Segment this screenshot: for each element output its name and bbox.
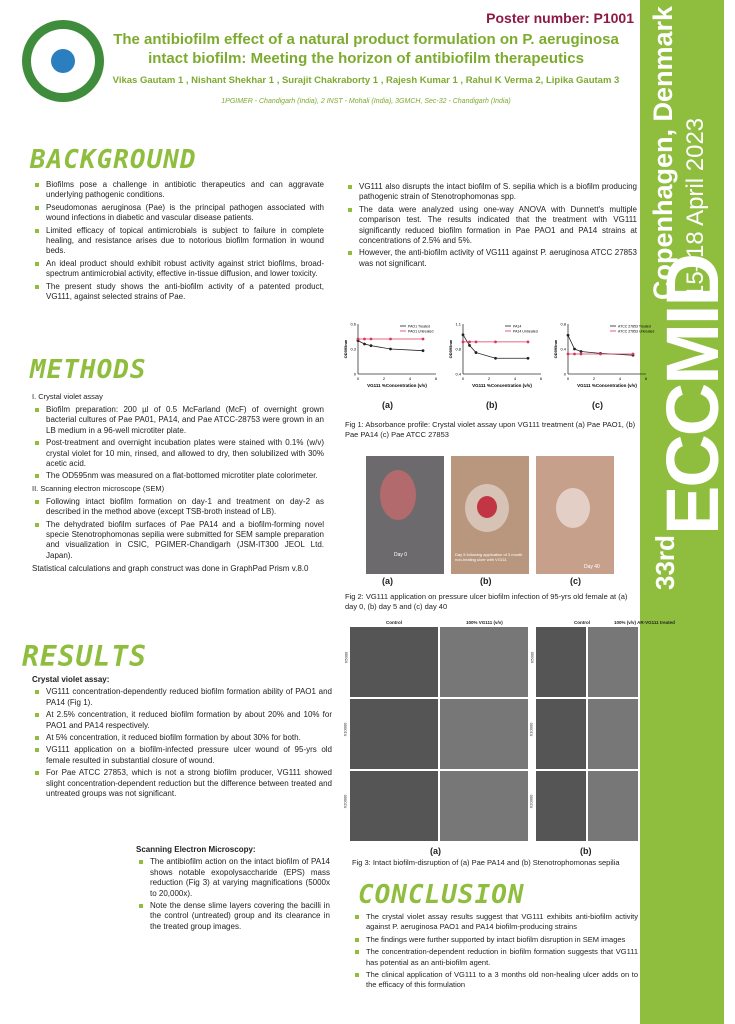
chart-0 — [343, 322, 438, 389]
findings-item: The data were analyzed using one-way ANOVA with Dunnett's multiple comparison test. The results indicated that the treatment with VG111 significantly reduced biofilm formation in Pae PAO1 and PA14 strains at concentrations of 2.5% and 5%. — [359, 204, 637, 246]
y-axis-label: OD595nm — [553, 339, 558, 359]
sem-b-treated-5000 — [588, 627, 638, 697]
background-item: Biofilms pose a challenge in antibiotic therapeutics and can aggravate underlying pathogenic conditions. — [46, 180, 324, 200]
fig2-label-c: (c) — [570, 576, 581, 586]
x-tick-label: 4 — [408, 376, 412, 381]
y-tick-label: 0.8 — [455, 346, 461, 352]
data-point — [370, 344, 373, 347]
x-tick-label: 6 — [434, 376, 438, 381]
sem-b-control-5000 — [536, 627, 586, 697]
results-sub-sem: Scanning Electron Microscopy: — [136, 845, 256, 854]
sem-b-control-20000 — [536, 771, 586, 841]
y-axis-label: OD595nm — [343, 339, 348, 359]
fig3a-header-control: Control — [386, 620, 402, 625]
sem-a-control-5000 — [350, 627, 438, 697]
data-point — [573, 353, 576, 356]
data-point — [567, 334, 570, 337]
results-section — [32, 675, 332, 801]
x-tick-label: 0 — [566, 376, 570, 381]
x-tick-label: 4 — [618, 376, 622, 381]
conference-sidebar — [640, 0, 734, 1024]
conclusion-heading: CONCLUSION — [358, 880, 525, 910]
x-tick-label: 0 — [461, 376, 465, 381]
data-point — [527, 357, 530, 360]
fig3-label-a: (a) — [430, 846, 441, 856]
data-point — [363, 338, 366, 341]
findings-section — [345, 182, 637, 271]
conclusion-item: The findings were further supported by intact biofilm disruption in SEM images — [366, 935, 638, 945]
results-crystal-item: VG111 concentration-dependently reduced biofilm formation ability of PAO1 and PA14 (Fig 1). — [46, 687, 332, 707]
x-tick-label: 6 — [644, 376, 648, 381]
wound-photo-day0 — [366, 456, 444, 574]
data-point — [580, 353, 583, 356]
background-heading: BACKGROUND — [30, 145, 197, 175]
y-axis-label: OD595nm — [448, 339, 453, 359]
data-point — [527, 340, 530, 343]
data-point — [567, 353, 570, 356]
x-axis-label: VG111 %Concentration (v/v) — [472, 383, 532, 388]
data-point — [494, 357, 497, 360]
y-tick-label: 0 — [353, 371, 356, 377]
methods-sub-sem: II. Scanning electron microscope (SEM) — [32, 483, 165, 493]
wound-photo-day5 — [451, 456, 529, 574]
background-item: An ideal product should exhibit robust activity against strict biofilms, broad-spectrum antimicrobial activity, effective in-tissue diffusion, and lower toxicity. — [46, 258, 324, 279]
series-line — [463, 335, 528, 359]
conclusion-item: The concentration-dependent reduction in biofilm formation suggests that VG111 has potential as an anti-biofilm agent. — [366, 947, 638, 967]
data-point — [573, 348, 576, 351]
data-point — [389, 338, 392, 341]
fig3a-grid — [340, 627, 530, 843]
data-point — [389, 348, 392, 351]
sem-b-treated-20000 — [588, 771, 638, 841]
photo-text-day40: Day 40 — [584, 564, 600, 570]
title-line-2: intact biofilm: Meeting the horizon of antibiofilm therapeutics — [148, 50, 584, 67]
methods-crystal-item: Post-treatment and overnight incubation plates were stained with 0.1% (w/v) crystal violet for 10 min, rinsed, and allowed to dry, then solubilized with 30% acetic acid. — [46, 438, 324, 469]
sem-b-row-5000: X5000 — [529, 651, 535, 664]
legend-entry: ATCC 27853 Untreated — [618, 329, 655, 334]
y-tick-label: 0.3 — [350, 346, 356, 352]
photo-text-day5: Day 5 following application of 3 month non-healing ulcer with VG111 — [455, 552, 523, 562]
legend-entry: PA14 — [513, 324, 522, 329]
fig1-caption: Fig 1: Absorbance profile: Crystal violet assay upon VG111 treatment (a) Pae PAO1, (b) Pae PA14 (c) Pae ATCC 27853 — [345, 420, 636, 439]
results-sub-crystal-violet: Crystal violet assay: — [32, 675, 110, 684]
legend-entry: PAO1 Treated — [408, 324, 430, 329]
conclusion-section — [352, 912, 638, 993]
results-sem-item: Note the dense slime layers covering the bacilli in the control (untreated) group and its clearance in the treated group images. — [150, 901, 330, 931]
methods-sub-crystal-violet: I. Crystal violet assay — [32, 392, 103, 401]
fig2-label-a: (a) — [382, 576, 393, 586]
poster-number: Poster number: P1001 — [486, 10, 634, 26]
methods-sem-item: The dehydrated biofilm surfaces of Pae PA14 and a biofilm-forming novel specie Stenotrophomonas sepilia were submitted for SEM sample preparation and visualization in CSIC, PGIMER-Chandigarh (JSM-IT300 JEOL Ltd. Japan). — [46, 519, 324, 560]
results-crystal-item: For Pae ATCC 27853, which is not a strong biofilm producer, VG111 showed slight concentration-dependent reduction but the difference between treated and untreated groups was not significant. — [46, 768, 332, 799]
data-point — [363, 343, 366, 346]
data-point — [494, 340, 497, 343]
data-point — [475, 340, 478, 343]
fig3-caption: Fig 3: Intact biofilm-disruption of (a) Pae PA14 and (b) Stenotrophomonas sepilia — [352, 858, 620, 867]
sem-a-row-20000: X20000 — [342, 794, 348, 809]
background-item: Limited efficacy of topical antimicrobials is subject to failure in complete healing, and resistance arises due to notorious biofilm formation in wound beds. — [46, 225, 324, 256]
conference-location: Copenhagen, Denmark — [648, 5, 678, 300]
conclusion-item: The crystal violet assay results suggest that VG111 exhibits anti-biofilm activity against P. aeruginosa PAO1 and PA14 biofilm-producing strains — [366, 912, 638, 932]
x-axis-label: VG111 %Concentration (v/v) — [577, 383, 637, 388]
y-tick-label: 0 — [563, 371, 566, 377]
wound-photo-day40 — [536, 456, 614, 574]
poster-title — [92, 30, 640, 68]
y-tick-label: 0.8 — [560, 321, 566, 327]
fig3a-header-treated: 100% VG111 (v/v) — [466, 620, 503, 625]
results-sem-section — [136, 845, 330, 934]
legend-entry: PAO1 Untreated — [408, 329, 434, 334]
data-point — [357, 338, 360, 341]
methods-heading: METHODS — [30, 355, 147, 385]
methods-crystal-item: The OD595nm was measured on a flat-bottomed microtiter plate colorimeter. — [46, 471, 324, 481]
fig3b-header-control: Control — [574, 620, 590, 625]
sem-a-row-5000: X5000 — [343, 651, 349, 664]
data-point — [422, 338, 425, 341]
x-tick-label: 2 — [487, 376, 491, 381]
sem-a-control-20000 — [350, 771, 438, 841]
fig1-label-c: (c) — [592, 400, 603, 410]
fig2-caption: Fig 2: VG111 application on pressure ulcer biofilm infection of 95-yrs old female at (a) day 0, (b) day 5 and (c) day 40 — [345, 592, 628, 611]
sem-a-treated-10000 — [440, 699, 528, 769]
background-item: Pseudomonas aeruginosa (Pae) is the principal pathogen associated with wound infections in diabetic and vascular disease patients. — [46, 202, 324, 223]
data-point — [580, 350, 583, 353]
x-tick-label: 6 — [539, 376, 543, 381]
conference-edition: 33rd — [650, 535, 680, 590]
x-axis-label: VG111 %Concentration (v/v) — [367, 383, 427, 388]
y-tick-label: 1.1 — [455, 321, 461, 327]
data-point — [475, 351, 478, 354]
data-point — [462, 340, 465, 343]
y-tick-label: 0.6 — [350, 321, 356, 327]
findings-item: VG111 also disrupts the intact biofilm of S. sepilia which is a biofilm producing pathogenic strain of Stenotrophomonas spp. — [359, 182, 637, 202]
methods-crystal-item: Biofilm preparation: 200 µl of 0.5 McFarland (McF) of overnight grown bacterial cultures of Pae PA01, PA14, and Pae ATCC-28753 were grown in an LB medium in a 96-well microtiter plate. — [46, 405, 324, 435]
sem-a-row-10000: X10000 — [342, 722, 348, 737]
legend-entry: ATCC 27853 Treated — [618, 324, 651, 329]
sem-b-row-20000: X20000 — [528, 794, 534, 809]
results-crystal-item: At 2.5% concentration, it reduced biofilm formation by about 20% and 10% for PAO1 and PA14 respectively. — [46, 710, 332, 730]
fig3-label-b: (b) — [580, 846, 592, 856]
x-tick-label: 2 — [592, 376, 596, 381]
sem-b-treated-10000 — [588, 699, 638, 769]
sem-a-treated-5000 — [440, 627, 528, 697]
methods-section — [32, 392, 324, 575]
fig3b-grid — [528, 627, 638, 843]
y-tick-label: 0.4 — [455, 371, 461, 377]
data-point — [370, 338, 373, 341]
legend-entry: PA14 Untreated — [513, 329, 538, 334]
results-crystal-item: At 5% concentration, it reduced biofilm formation by about 30% for both. — [46, 733, 332, 743]
conclusion-item: The clinical application of VG111 to a 3 months old non-healing ulcer adds on to the efficacy of this formulation — [366, 970, 638, 990]
data-point — [599, 353, 602, 356]
results-crystal-item: VG111 application on a biofilm-infected pressure ulcer wound of 95-yrs old female resulted in substantial closure of wound. — [46, 745, 332, 765]
findings-item: However, the anti-biofilm activity of VG111 against P. aeruginosa ATCC 27853 was not significant. — [359, 248, 637, 268]
chart-1 — [448, 322, 543, 389]
conference-dates: 15–18 April 2023 — [682, 117, 709, 298]
x-tick-label: 2 — [382, 376, 386, 381]
x-tick-label: 0 — [356, 376, 360, 381]
methods-sem-item: Following intact biofilm formation on day-1 and treatment on day-2 as described in the method above (except TSB-broth instead of LB). — [46, 496, 324, 517]
methods-footer: Statistical calculations and graph construct was done in GraphPad Prism v.8.0 — [32, 564, 309, 574]
chart-2 — [553, 322, 654, 389]
sem-a-treated-20000 — [440, 771, 528, 841]
x-tick-label: 4 — [513, 376, 517, 381]
sem-b-row-10000: X10000 — [528, 722, 534, 737]
sem-b-control-10000 — [536, 699, 586, 769]
data-point — [632, 353, 635, 356]
authors: Vikas Gautam 1 , Nishant Shekhar 1 , Surajit Chakraborty 1 , Rajesh Kumar 1 , Rahul K Verma 2, Lipika Gautam 3 — [112, 75, 620, 86]
fig1-label-b: (b) — [486, 400, 498, 410]
fig1-label-a: (a) — [382, 400, 393, 410]
background-item: The present study shows the anti-biofilm activity of a patented product, VG111, against selected strains of Pae. — [46, 281, 324, 302]
data-point — [422, 349, 425, 352]
data-point — [468, 340, 471, 343]
photo-text-day0: Day 0 — [394, 552, 408, 558]
affiliations: 1PGIMER - Chandigarh (India), 2 INST - Mohali (India), 3GMCH, Sec-32 - Chandigarh (India) — [221, 98, 511, 105]
title-line-1: The antibiofilm effect of a natural product formulation on P. aeruginosa — [113, 31, 619, 48]
data-point — [462, 333, 465, 336]
data-point — [468, 344, 471, 347]
conference-brand: ECCMID — [651, 255, 734, 535]
fig3b-header-treated: 100% (v/v) AR-VG111 treated — [614, 620, 675, 625]
results-sem-item: The antibiofilm action on the intact biofilm of PA14 shows notable exopolysaccharide (EPS) mass reduction (Fig 3) at varying magnifications (5000x to 20,000x). — [150, 857, 330, 898]
background-section — [32, 180, 324, 304]
y-tick-label: 0.4 — [560, 346, 566, 352]
fig2-label-b: (b) — [480, 576, 492, 586]
results-heading: RESULTS — [22, 640, 148, 673]
sem-a-control-10000 — [350, 699, 438, 769]
